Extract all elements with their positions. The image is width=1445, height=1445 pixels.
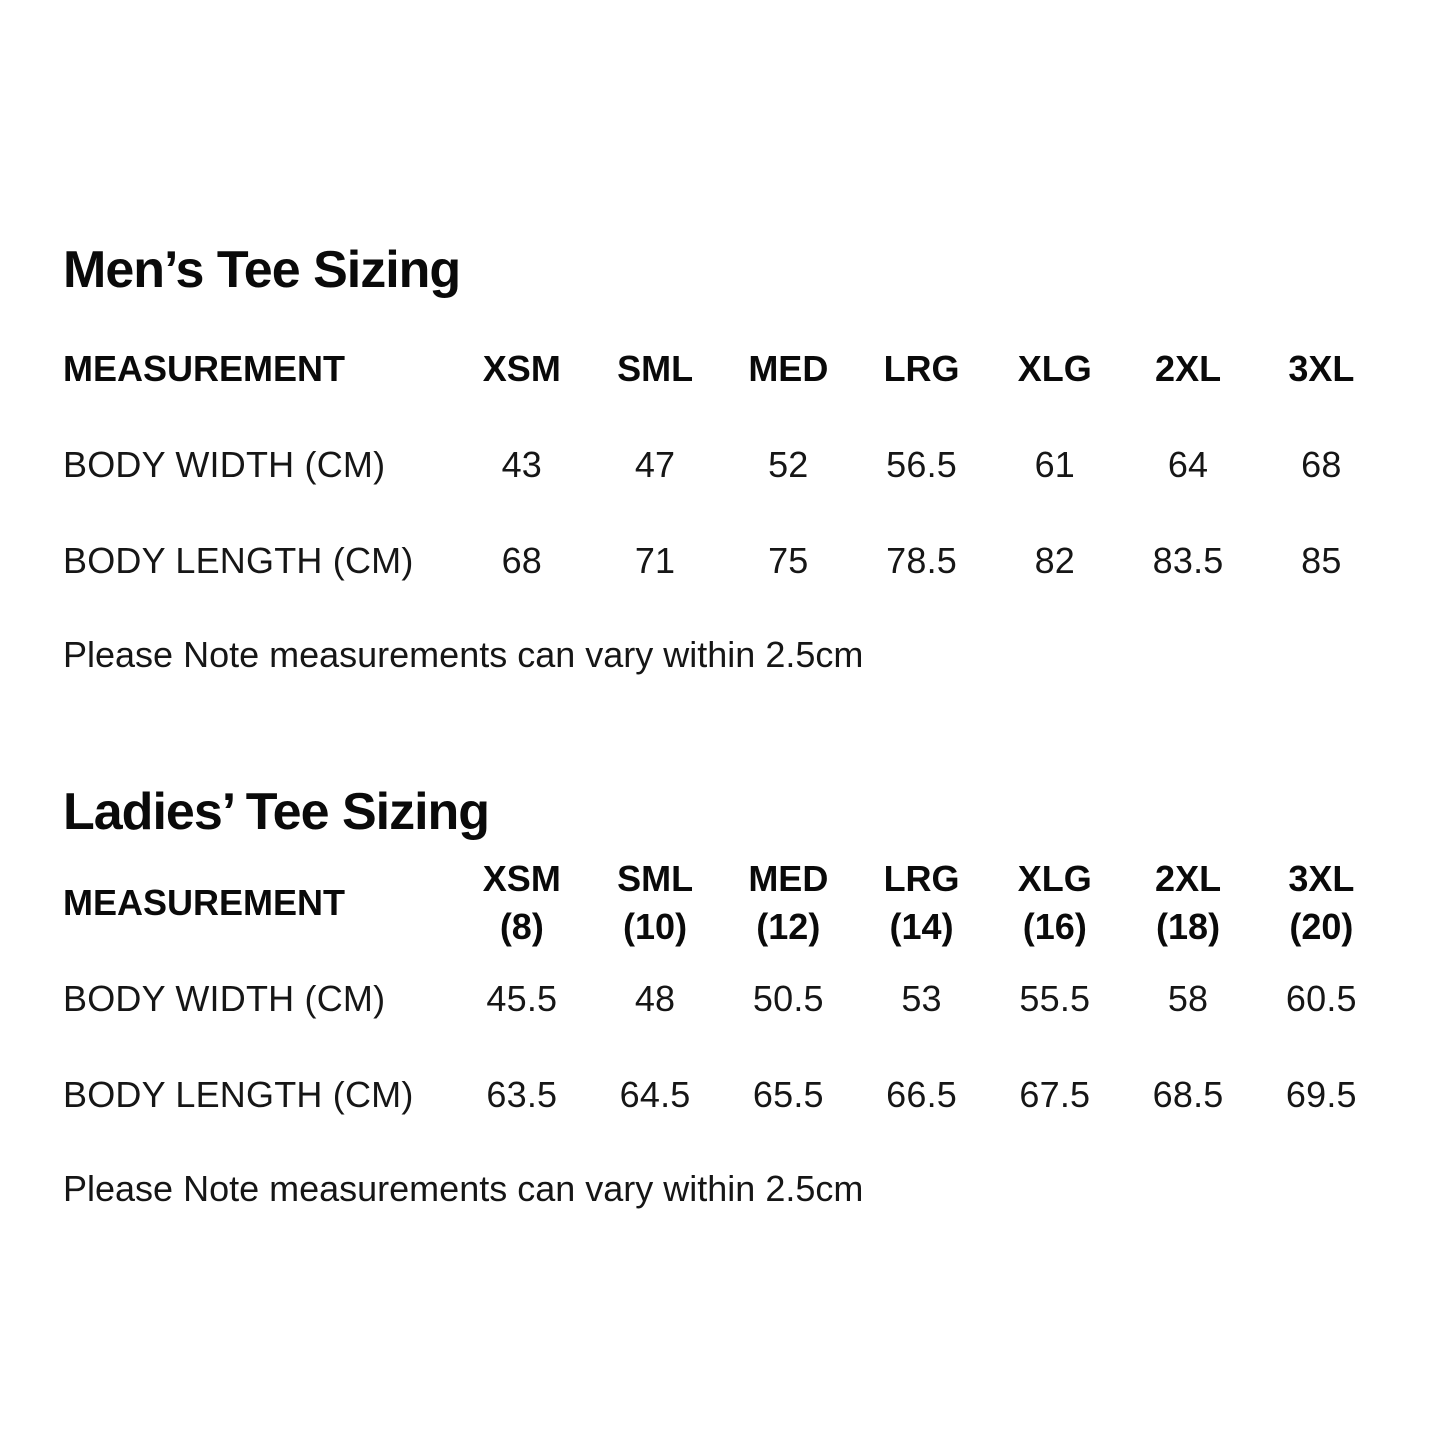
cell-value: 64: [1167, 444, 1209, 485]
ladies-body-width-row: [63, 951, 1388, 1047]
dress-size-label: (16): [1022, 906, 1087, 947]
column-header-measurement: MEASUREMENT: [63, 348, 346, 389]
cell-value: 47: [634, 444, 676, 485]
mens-body-length-row: [63, 513, 1388, 609]
cell-value: 63.5: [486, 1074, 558, 1115]
cell-value: 45.5: [486, 978, 558, 1019]
row-label-body-width: BODY WIDTH (CM): [63, 978, 386, 1019]
column-header-measurement: MEASUREMENT: [63, 882, 346, 923]
mens-sizing-table: [63, 321, 1388, 609]
dress-size-label: (12): [756, 906, 821, 947]
column-header-lrg-14: [855, 855, 988, 951]
mens-sizing-title: Men’s Tee Sizing: [63, 241, 461, 299]
column-header-med: MED: [748, 348, 829, 389]
column-header-sml: SML: [617, 348, 694, 389]
dress-size-label: (8): [499, 906, 544, 947]
column-header-2xl-18: [1121, 855, 1254, 951]
size-label: XLG: [1017, 858, 1092, 899]
cell-value: 67.5: [1019, 1074, 1091, 1115]
cell-value: 71: [634, 540, 676, 581]
ladies-sizing-title: Ladies’ Tee Sizing: [63, 783, 490, 841]
ladies-sizing-section: [63, 785, 1388, 1209]
cell-value: 52: [768, 444, 809, 485]
column-header-xsm: XSM: [482, 348, 561, 389]
cell-value: 53: [901, 978, 942, 1019]
column-header-xlg-16: [988, 855, 1121, 951]
dress-size-label: (14): [889, 906, 954, 947]
mens-body-width-row: [63, 417, 1388, 513]
mens-sizing-note: Please Note measurements can vary within 2.5cm: [63, 634, 864, 675]
column-header-sml-10: [588, 855, 721, 951]
cell-value: 69.5: [1285, 1074, 1357, 1115]
cell-value: 83.5: [1152, 540, 1224, 581]
size-label: 2XL: [1155, 858, 1222, 899]
row-label-body-width: BODY WIDTH (CM): [63, 444, 386, 485]
column-header-xsm-8: [455, 855, 588, 951]
column-header-2xl: 2XL: [1155, 348, 1222, 389]
ladies-body-length-row: [63, 1047, 1388, 1143]
mens-sizing-section: [63, 243, 1388, 675]
cell-value: 85: [1301, 540, 1342, 581]
size-label: SML: [617, 858, 694, 899]
cell-value: 56.5: [886, 444, 957, 485]
cell-value: 68: [501, 540, 543, 581]
column-header-med-12: [722, 855, 855, 951]
cell-value: 50.5: [752, 978, 824, 1019]
cell-value: 82: [1034, 540, 1076, 581]
row-label-body-length: BODY LENGTH (CM): [63, 540, 414, 581]
cell-value: 78.5: [886, 540, 957, 581]
size-label: XSM: [482, 858, 561, 899]
cell-value: 66.5: [886, 1074, 957, 1115]
cell-value: 60.5: [1285, 978, 1357, 1019]
dress-size-label: (20): [1289, 906, 1354, 947]
cell-value: 43: [501, 444, 543, 485]
cell-value: 64.5: [619, 1074, 691, 1115]
cell-value: 68.5: [1152, 1074, 1224, 1115]
cell-value: 65.5: [752, 1074, 824, 1115]
cell-value: 75: [768, 540, 809, 581]
ladies-sizing-note: Please Note measurements can vary within 2.5cm: [63, 1168, 864, 1209]
ladies-header-row: [63, 855, 1388, 951]
cell-value: 55.5: [1019, 978, 1091, 1019]
column-header-3xl-20: [1255, 855, 1388, 951]
size-label: MED: [748, 858, 829, 899]
dress-size-label: (18): [1156, 906, 1221, 947]
row-label-body-length: BODY LENGTH (CM): [63, 1074, 414, 1115]
cell-value: 58: [1167, 978, 1209, 1019]
mens-header-row: [63, 321, 1388, 417]
ladies-sizing-table: [63, 855, 1388, 1143]
cell-value: 48: [634, 978, 676, 1019]
column-header-lrg: LRG: [883, 348, 960, 389]
size-label: 3XL: [1288, 858, 1355, 899]
cell-value: 61: [1034, 444, 1076, 485]
dress-size-label: (10): [623, 906, 688, 947]
column-header-3xl: 3XL: [1288, 348, 1355, 389]
cell-value: 68: [1301, 444, 1342, 485]
size-label: LRG: [883, 858, 960, 899]
column-header-xlg: XLG: [1017, 348, 1092, 389]
